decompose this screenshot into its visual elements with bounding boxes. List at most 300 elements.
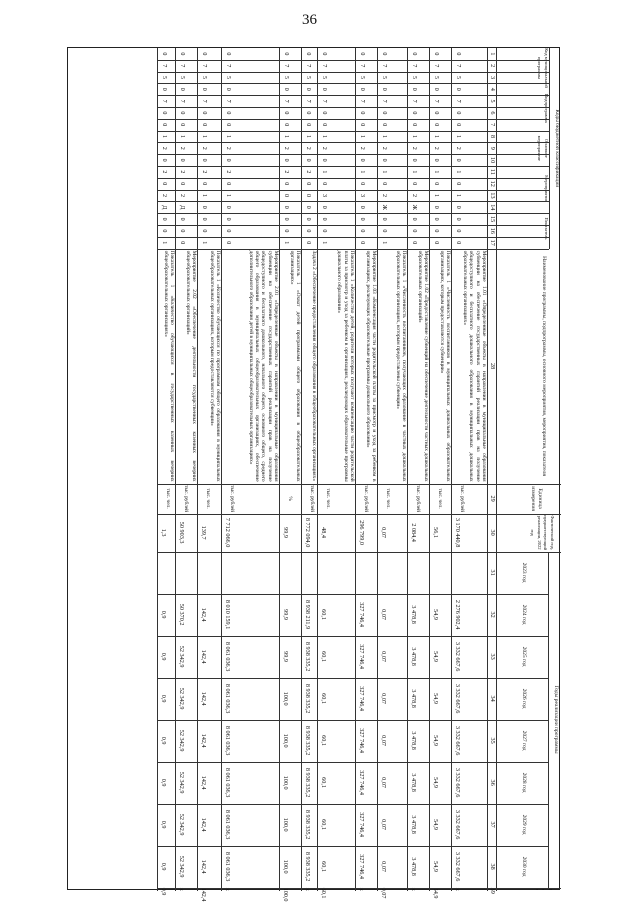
row-code: 0 <box>411 123 417 127</box>
row-value: 8 061 036,3 <box>224 641 231 672</box>
row-code: 0 <box>283 52 289 56</box>
row-unit: тыс. рублей <box>363 485 369 513</box>
row-code: 2 <box>359 146 365 150</box>
row-code: 0 <box>321 111 327 115</box>
row-code: 3 <box>321 193 327 197</box>
row-divider <box>407 48 408 891</box>
code-column-line <box>158 72 549 73</box>
row-unit: тыс. рублей <box>183 485 189 513</box>
row-code: 2 <box>411 146 417 150</box>
row-divider <box>221 48 222 891</box>
row-unit: тыс. чел. <box>165 488 171 509</box>
header-year: 2028 год <box>521 772 527 793</box>
row-value: 0,9 <box>160 652 167 661</box>
row-divider <box>279 48 280 891</box>
code-column-line <box>158 95 549 96</box>
row-name: Показатель 1 «Численность воспитанников, получающих образование в частных дошкольных образовательных организациях, которым предоставлены субвенции» <box>394 250 407 482</box>
row-code: 0 <box>411 87 417 91</box>
row-value: 0,9 <box>160 862 167 871</box>
row-value: 8 938 335,2 <box>304 683 311 714</box>
column-number: 37 <box>489 821 496 828</box>
row-code: 0 <box>283 205 289 209</box>
row-code: 2 <box>381 193 387 197</box>
row-code: 0 <box>225 123 231 127</box>
row-base: 8 772 094,0 <box>304 517 311 548</box>
row-value: 50 370,2 <box>178 603 185 626</box>
row-value: 3 478,8 <box>410 689 417 708</box>
column-number: 29 <box>489 495 496 502</box>
row-code: 0 <box>283 87 289 91</box>
row-code: 0 <box>305 123 311 127</box>
row-code: 0 <box>381 182 387 186</box>
row-code: 0 <box>359 205 365 209</box>
row-code: 0 <box>305 217 311 221</box>
row-code: 5 <box>433 75 439 79</box>
row-value: 54,9 <box>432 861 439 872</box>
row-value: 52 342,9 <box>178 645 185 668</box>
row-value: 327 746,4 <box>358 812 365 837</box>
row-value: 0,07 <box>380 777 387 788</box>
row-value: 100,0 <box>282 691 289 706</box>
row-code: 1 <box>359 134 365 138</box>
row-code: 0 <box>411 217 417 221</box>
row-code: 0 <box>433 52 439 56</box>
header-codes-sub: Мероприятие <box>544 175 549 202</box>
row-code: 0 <box>179 241 185 245</box>
code-column-line <box>158 249 549 250</box>
row-code: 7 <box>359 99 365 103</box>
row-base: 50 903,3 <box>178 521 185 544</box>
row-code: 0 <box>411 111 417 115</box>
row-code: 1 <box>283 134 289 138</box>
row-code: 0 <box>381 229 387 233</box>
row-final: 100,0 <box>282 887 289 902</box>
row-code: 1 <box>433 170 439 174</box>
code-column-line <box>158 213 549 214</box>
row-value: 52 342,9 <box>178 729 185 752</box>
row-code: 0 <box>283 193 289 197</box>
row-name: Задача 2 «Обеспечение предоставления общего образования в общеобразовательных организациях» <box>311 250 317 482</box>
row-code: 7 <box>455 99 461 103</box>
row-code: 0 <box>179 111 185 115</box>
row-code: 0 <box>161 217 167 221</box>
row-value: 3 332 667,6 <box>454 809 461 840</box>
row-code: 0 <box>411 241 417 245</box>
row-final: х <box>358 887 365 891</box>
row-code: 5 <box>359 75 365 79</box>
row-value: 3 332 667,6 <box>454 851 461 882</box>
row-value: 0,07 <box>380 861 387 872</box>
page-number: 36 <box>302 12 317 28</box>
row-value: 8 061 036,3 <box>224 851 231 882</box>
column-number: 28 <box>489 363 496 370</box>
row-value: 142,4 <box>200 733 207 748</box>
code-column-line <box>158 166 549 167</box>
year-column-line <box>158 762 549 763</box>
row-value: 60,1 <box>320 777 327 788</box>
code-column-line <box>158 237 549 238</box>
row-code: 1 <box>161 241 167 245</box>
row-code: 5 <box>381 75 387 79</box>
row-value: 8 938 335,2 <box>304 725 311 756</box>
row-base: 56,1 <box>432 527 439 538</box>
row-code: 1 <box>381 134 387 138</box>
row-code: 0 <box>455 182 461 186</box>
column-number: 34 <box>489 695 496 702</box>
row-value: 0,07 <box>380 651 387 662</box>
table-rotated-canvas <box>68 48 561 902</box>
row-code: 2 <box>201 170 207 174</box>
row-code: 0 <box>161 87 167 91</box>
row-code: 0 <box>179 87 185 91</box>
row-code: 7 <box>305 64 311 68</box>
code-column-line <box>158 225 549 226</box>
row-value: 3 332 667,6 <box>454 725 461 756</box>
column-number: 15 <box>489 215 496 223</box>
row-code: 2 <box>179 146 185 150</box>
row-code: 0 <box>305 52 311 56</box>
column-number: 30 <box>489 529 496 536</box>
row-value: 60,1 <box>320 735 327 746</box>
row-value: 327 746,4 <box>358 770 365 795</box>
row-value: 8 061 036,3 <box>224 725 231 756</box>
row-code: 1 <box>411 134 417 138</box>
column-number: 11 <box>489 168 496 175</box>
row-value: 8 938 335,2 <box>304 809 311 840</box>
column-number: 4 <box>489 87 496 91</box>
row-code: 0 <box>433 123 439 127</box>
row-base: 3 170 440,8 <box>454 517 461 548</box>
row-value: 8 010 159,1 <box>224 599 231 630</box>
row-value: 327 746,4 <box>358 686 365 711</box>
row-value: 52 342,9 <box>178 813 185 836</box>
row-code: 0 <box>321 229 327 233</box>
column-number: 7 <box>489 123 496 127</box>
row-base: 2 084,4 <box>410 523 417 542</box>
row-base: 139,7 <box>200 525 207 540</box>
header-base: Фактический год, предшествующий реализации, 2022 год <box>530 515 555 551</box>
code-column-line <box>158 83 549 84</box>
row-value: 54,9 <box>432 693 439 704</box>
row-value: 3 478,8 <box>410 773 417 792</box>
row-base: 7 712 066,0 <box>224 517 231 548</box>
row-value: 3 478,8 <box>410 647 417 666</box>
header-year: 2027 год <box>521 730 527 751</box>
header-year: 2026 год <box>521 688 527 709</box>
row-code: 0 <box>359 158 365 162</box>
header-year: 2030 год <box>521 856 527 877</box>
row-code: 0 <box>433 182 439 186</box>
row-unit: тыс. чел. <box>437 488 443 509</box>
column-number: 9 <box>489 146 496 150</box>
row-code: 0 <box>411 158 417 162</box>
row-value: 3 478,8 <box>410 857 417 876</box>
row-name: Мероприятие 1.01 «Определенные объекты в направлении в муниципальные образования субвенции на обеспечение государственных гарантий реализации прав на получение общедоступного и бесплатного дошкольного образования в муниципальных дошкольных образовательных организациях» <box>462 250 487 482</box>
row-code: 0 <box>283 229 289 233</box>
row-code: 7 <box>283 64 289 68</box>
row-code: 0 <box>321 158 327 162</box>
row-code: 0 <box>225 217 231 221</box>
row-name: Показатель 1 «Количество детей, родители которых получают компенсацию части родительской платы за присмотр и уход за ребенком в организациях, реализующих образовательные программы дошкольного образования» <box>336 250 355 482</box>
row-code: Д <box>161 205 167 210</box>
row-code: 7 <box>283 99 289 103</box>
row-value: 100,0 <box>282 775 289 790</box>
codes-title-divider <box>549 48 550 249</box>
row-code: 0 <box>455 229 461 233</box>
row-code: 2 <box>321 146 327 150</box>
row-name: Мероприятие 1.03 «Компенсация части родительской платы за присмотр и уход за ребенком в организациях, реализующих образовательные программы дошкольного образования» <box>364 250 377 482</box>
row-code: 0 <box>305 193 311 197</box>
row-divider <box>197 48 198 891</box>
row-value: 142,4 <box>200 859 207 874</box>
row-value: 52 342,9 <box>178 855 185 878</box>
year-column-line <box>158 636 549 637</box>
header-codes-sub: Код муниципальной программы <box>537 48 549 88</box>
row-code: 7 <box>161 64 167 68</box>
row-code: 2 <box>179 170 185 174</box>
row-code: 0 <box>455 123 461 127</box>
row-base: 48,4 <box>320 527 327 538</box>
column-number: 5 <box>489 99 496 103</box>
row-code: 0 <box>225 111 231 115</box>
row-code: 0 <box>283 123 289 127</box>
column-number: 6 <box>489 111 496 115</box>
row-code: 7 <box>359 64 365 68</box>
row-divider <box>301 48 302 891</box>
column-number: 16 <box>489 227 496 234</box>
row-code: Ж <box>381 204 387 210</box>
code-column-line <box>158 60 549 61</box>
row-code: 0 <box>455 87 461 91</box>
header-name: Наименование программы, подпрограммы, основного мероприятия, мероприятия, показателя <box>541 256 547 477</box>
row-value: 100,0 <box>282 817 289 832</box>
row-code: 0 <box>225 87 231 91</box>
row-code: 0 <box>381 158 387 162</box>
row-code: 0 <box>359 111 365 115</box>
row-code: 2 <box>283 146 289 150</box>
row-code: 1 <box>201 193 207 197</box>
row-value: 327 746,4 <box>358 854 365 879</box>
row-code: 2 <box>411 193 417 197</box>
row-code: 0 <box>201 217 207 221</box>
row-value: 8 938 335,2 <box>304 851 311 882</box>
row-value: 3 332 667,6 <box>454 641 461 672</box>
row-final: х <box>224 887 231 891</box>
row-code: 3 <box>359 193 365 197</box>
row-code: 0 <box>201 205 207 209</box>
row-code: 1 <box>433 193 439 197</box>
header-year: 2025 год <box>521 646 527 667</box>
row-final: х <box>454 887 461 891</box>
row-code: 0 <box>225 205 231 209</box>
row-value: 52 342,9 <box>178 771 185 794</box>
row-divider <box>355 48 356 891</box>
row-value: 60,1 <box>320 861 327 872</box>
row-code: 7 <box>179 64 185 68</box>
header-codes-sub: Показатель <box>544 217 549 240</box>
row-code: 7 <box>411 64 417 68</box>
row-code: 1 <box>455 170 461 174</box>
row-final: 142,4 <box>200 887 207 902</box>
code-column-line <box>158 154 549 155</box>
row-value: 0,9 <box>160 778 167 787</box>
row-value: 3 478,8 <box>410 815 417 834</box>
row-code: 2 <box>305 146 311 150</box>
row-code: 0 <box>179 229 185 233</box>
row-value: 2 276 902,4 <box>454 599 461 630</box>
row-code: 1 <box>321 170 327 174</box>
row-value: 8 938 335,2 <box>304 767 311 798</box>
row-code: 0 <box>321 87 327 91</box>
row-code: 1 <box>359 170 365 174</box>
column-number: 1 <box>489 52 496 56</box>
header-year: 2029 год <box>521 814 527 835</box>
row-code: 1 <box>455 134 461 138</box>
header-unit: Единица измерения <box>530 486 543 511</box>
row-code: 0 <box>433 217 439 221</box>
row-code: 5 <box>321 75 327 79</box>
row-value: 142,4 <box>200 691 207 706</box>
row-code: 5 <box>179 75 185 79</box>
row-code: 5 <box>225 75 231 79</box>
row-code: 0 <box>381 87 387 91</box>
row-value: 8 938 211,9 <box>304 600 311 630</box>
row-code: 1 <box>321 134 327 138</box>
row-code: 0 <box>225 158 231 162</box>
row-final: 60,1 <box>320 887 327 899</box>
row-code: 0 <box>359 241 365 245</box>
column-number: 39 <box>489 887 496 894</box>
row-value: 0,07 <box>380 609 387 620</box>
row-code: 0 <box>305 229 311 233</box>
row-code: 0 <box>455 52 461 56</box>
row-code: 2 <box>305 170 311 174</box>
row-final: 0,07 <box>380 887 387 899</box>
row-code: 7 <box>455 64 461 68</box>
row-code: 0 <box>283 217 289 221</box>
row-code: 2 <box>179 193 185 197</box>
column-number: 10 <box>489 156 496 164</box>
row-code: 0 <box>381 123 387 127</box>
row-code: 0 <box>179 217 185 221</box>
row-code: 1 <box>179 134 185 138</box>
row-code: 0 <box>161 182 167 186</box>
row-value: 100,0 <box>282 733 289 748</box>
row-unit: % <box>287 496 293 501</box>
row-base: 99,9 <box>282 527 289 538</box>
row-code: 7 <box>321 64 327 68</box>
row-unit: тыс. чел. <box>325 488 331 509</box>
row-code: 0 <box>283 182 289 186</box>
code-column-line <box>158 107 549 108</box>
row-code: 0 <box>359 123 365 127</box>
row-code: 0 <box>455 205 461 209</box>
row-code: 0 <box>381 217 387 221</box>
row-divider <box>157 48 158 891</box>
code-column-line <box>158 190 549 191</box>
row-code: 0 <box>359 229 365 233</box>
row-code: 7 <box>225 99 231 103</box>
column-line <box>158 552 561 553</box>
row-unit: тыс. рублей <box>415 485 421 513</box>
row-value: 54,9 <box>432 819 439 830</box>
row-code: 0 <box>179 158 185 162</box>
column-line <box>158 484 561 485</box>
row-code: 0 <box>179 182 185 186</box>
row-value: 100,0 <box>282 859 289 874</box>
row-name: Мероприятие 2.02 «Обеспечение деятельности государственных казенных вечерних общеобразовательных организаций» <box>184 250 197 482</box>
row-code: 0 <box>433 111 439 115</box>
row-value: 142,4 <box>200 775 207 790</box>
code-column-line <box>158 201 549 202</box>
row-value: 0,9 <box>160 820 167 829</box>
row-value: 142,4 <box>200 649 207 664</box>
row-final: х <box>178 887 185 891</box>
row-unit: тыс. чел. <box>385 488 391 509</box>
column-number: 3 <box>489 75 496 80</box>
row-code: 1 <box>381 170 387 174</box>
row-unit: тыс. рублей <box>459 485 465 513</box>
row-code: 7 <box>305 99 311 103</box>
year-column-line <box>158 720 549 721</box>
row-unit: тыс. рублей <box>229 485 235 513</box>
row-code: 0 <box>411 229 417 233</box>
row-value: 60,1 <box>320 609 327 620</box>
row-value: 327 746,4 <box>358 644 365 669</box>
row-name: Мероприятие 1.02 «Предоставление субвенций на обеспечение деятельности частных дошкольных образовательных организаций» <box>416 250 429 482</box>
code-column-line <box>158 119 549 120</box>
row-code: 0 <box>411 52 417 56</box>
row-value: 8 061 036,3 <box>224 683 231 714</box>
row-code: 0 <box>433 158 439 162</box>
column-line <box>158 514 561 515</box>
row-code: 2 <box>201 146 207 150</box>
row-code: Ж <box>411 204 417 210</box>
row-code: 1 <box>305 134 311 138</box>
column-number: 35 <box>489 737 496 744</box>
header-final <box>499 889 553 890</box>
row-code: 0 <box>201 52 207 56</box>
row-value: 0,9 <box>160 694 167 703</box>
row-code: 2 <box>225 146 231 150</box>
row-value: 3 332 667,6 <box>454 683 461 714</box>
row-code: 7 <box>201 99 207 103</box>
row-code: 2 <box>161 146 167 150</box>
row-value: 0,9 <box>160 736 167 745</box>
code-column-line <box>158 142 549 143</box>
row-value: 52 342,9 <box>178 687 185 710</box>
column-number: 32 <box>489 611 496 618</box>
row-code: 1 <box>411 170 417 174</box>
row-code: 0 <box>305 87 311 91</box>
column-number: 17 <box>489 239 496 246</box>
row-code: 0 <box>381 52 387 56</box>
row-code: 0 <box>455 241 461 245</box>
row-value: 8 938 335,2 <box>304 641 311 672</box>
row-final: 54,9 <box>432 887 439 899</box>
header-years-title: Годы реализации программы <box>553 685 559 754</box>
row-code: 0 <box>433 229 439 233</box>
row-unit: тыс. чел. <box>205 488 211 509</box>
column-number: 13 <box>489 192 496 199</box>
row-code: 0 <box>433 87 439 91</box>
row-code: 1 <box>433 134 439 138</box>
row-code: 2 <box>283 170 289 174</box>
row-code: 5 <box>455 75 461 79</box>
row-code: 0 <box>359 52 365 56</box>
header-codes-sub: Основное мероприятие <box>537 135 549 161</box>
row-name: Показатель 1 «Количество обучающихся по программам общего образования в муниципальных общеобразовательных организациях, которым предоставляются субвенции» <box>208 250 221 482</box>
